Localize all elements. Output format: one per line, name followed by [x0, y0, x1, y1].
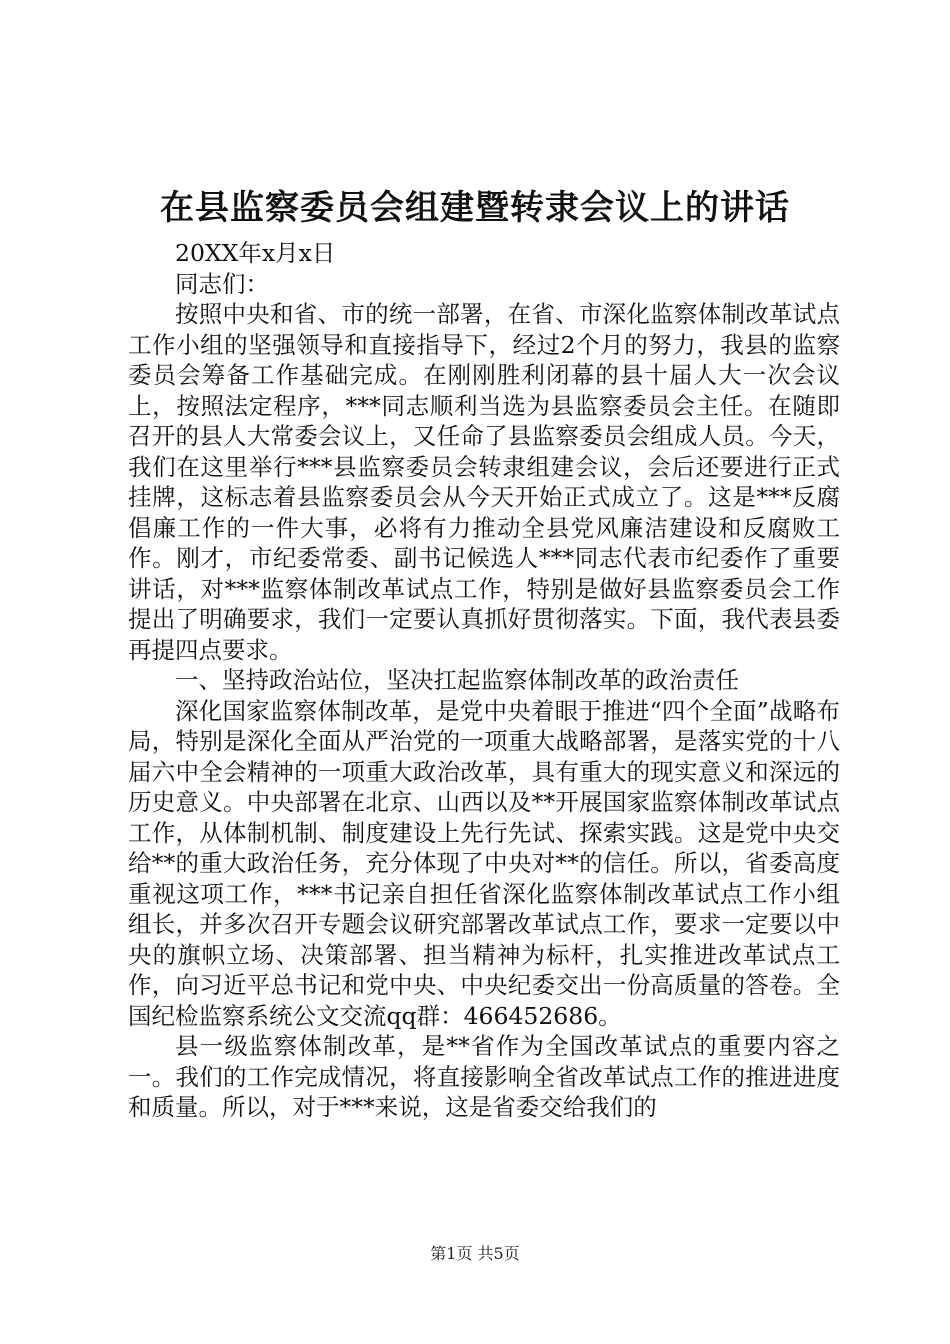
document-date: 20XX年x月x日 — [175, 239, 336, 267]
paragraph: 深化国家监察体制改革，是党中央着眼于推进“四个全面”战略布局，特别是深化全面从严治党的一项重大战略部署，是落实党的十八届六中全会精神的一项重大政治改革，具有重大的现实意义和深远的历史意义。中央部署在北京、山西以及**开展国家监察体制改革试点工作，从体制机制、制度建设上先行先试、探索实践。这是党中央交给**的重大政治任务，充分体现了中央对**的信任。所以，省委高度重视这项工作，***书记亲自担任省深化监察体制改革试点工作小组组长，并多次召开专题会议研究部署改革试点工作，要求一定要以中央的旗帜立场、决策部署、担当精神为标杆，扎实推进改革试点工作，向习近平总书记和党中央、中央纪委交出一份高质量的答卷。全国纪检监察系统公文交流qq群：466452686。 — [128, 696, 840, 1030]
paragraph: 县一级监察体制改革，是**省作为全国改革试点的重要内容之一。我们的工作完成情况，将直接影响全省改革试点工作的推进进度和质量。所以，对于***来说，这是省委交给我们的 — [128, 1032, 840, 1121]
document-title: 在县监察委员会组建暨转隶会议上的讲话 — [160, 188, 790, 228]
document-body — [128, 238, 840, 1123]
section-heading: 一、坚持政治站位，坚决扛起监察体制改革的政治责任 — [175, 666, 739, 694]
page-number-footer: 第1页 共5页 — [430, 1244, 520, 1263]
paragraph: 按照中央和省、市的统一部署，在省、市深化监察体制改革试点工作小组的坚强领导和直接指导下，经过2个月的努力，我县的监察委员会筹备工作基础完成。在刚刚胜利闭幕的县十届人大一次会议上，按照法定程序，***同志顺利当选为县监察委员会主任。在随即召开的县人大常委会议上，又任命了县监察委员会组成人员。今天，我们在这里举行***县监察委员会转隶组建会议，会后还要进行正式挂牌，这标志着县监察委员会从今天开始正式成立了。这是***反腐倡廉工作的一件大事，必将有力推动全县党风廉洁建设和反腐败工作。刚才，市纪委常委、副书记候选人***同志代表市纪委作了重要讲话，对***监察体制改革试点工作，特别是做好县监察委员会工作提出了明确要求，我们一定要认真抓好贯彻落实。下面，我代表县委再提四点要求。 — [128, 300, 840, 664]
salutation: 同志们： — [175, 269, 269, 298]
